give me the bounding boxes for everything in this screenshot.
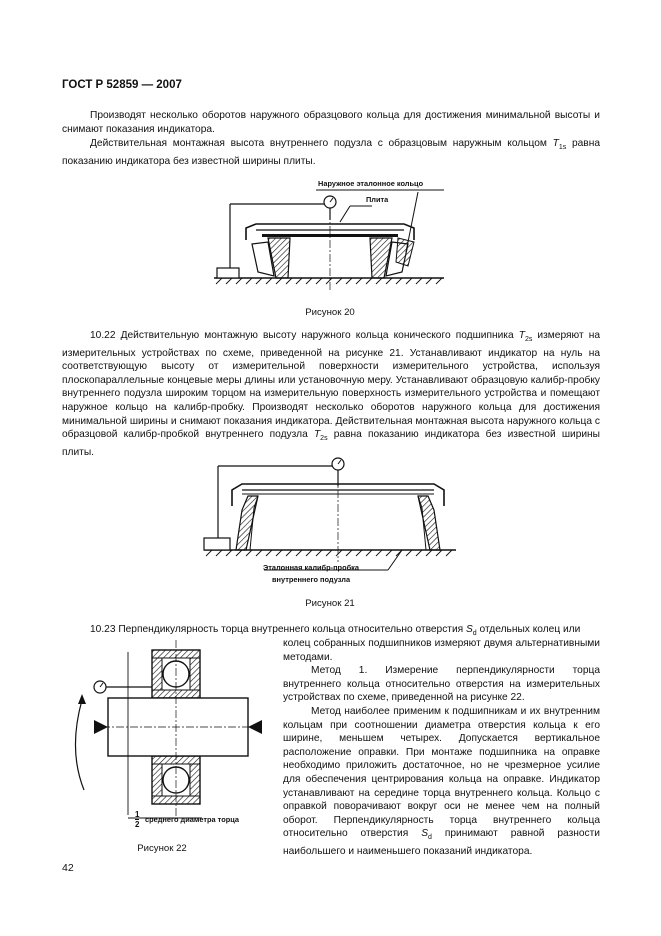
symbol-s: S bbox=[421, 828, 428, 840]
paragraph-4-rest: колец собранных подшипников измеряют двумя альтернативными методами. bbox=[283, 638, 600, 663]
paragraph-4-text-before: 10.23 Перпендикулярность торца внутреннего кольца относительно отверстия bbox=[90, 624, 466, 635]
fraction-denominator: 2 bbox=[135, 820, 140, 829]
paragraph-2-text-after: равна показанию индикатора без известной ширины плиты. bbox=[62, 138, 600, 167]
figure-20-label-plate: Плита bbox=[366, 195, 389, 204]
symbol-subscript: d bbox=[472, 630, 477, 638]
paragraph-6-text-after: принимают равной разности наибольшего и наименьшего показаний индикатора. bbox=[283, 828, 600, 857]
paragraph-6 bbox=[283, 705, 600, 859]
figure-20-diagram bbox=[200, 172, 460, 297]
paragraph-3-text-after: равна показанию индикатора без известной ширины плиты. bbox=[62, 429, 600, 458]
paragraph-5 bbox=[283, 664, 600, 705]
fraction-numerator: 1 bbox=[135, 810, 140, 819]
paragraph-5-text: Метод 1. Измерение перпендикулярности торца внутреннего кольца относительно отверстия на измерительных устройствах по схеме, приведенной на рисунке 22. bbox=[283, 665, 600, 704]
symbol-subscript: 2s bbox=[524, 336, 533, 344]
paragraph-2-text-before: Действительная монтажная высота внутреннего подузла с образцовым наружным кольцом bbox=[90, 138, 553, 149]
page-number: 42 bbox=[62, 862, 74, 874]
paragraph-1-text: Производят несколько оборотов наружного образцового кольца для достижения минимальной высоты и снимают показания индикатора. bbox=[62, 110, 600, 135]
figure-22-label: среднего диаметра торца bbox=[145, 815, 239, 824]
figure-20-caption: Рисунок 20 bbox=[305, 307, 355, 318]
paragraph-4-text-after: отдельных колец или bbox=[476, 624, 581, 635]
symbol-t: T bbox=[518, 330, 525, 341]
symbol-subscript: 1s bbox=[558, 144, 567, 152]
figure-22-caption: Рисунок 22 bbox=[137, 843, 187, 854]
document-header: ГОСТ Р 52859 — 2007 bbox=[62, 79, 182, 91]
figure-21-caption: Рисунок 21 bbox=[305, 598, 355, 609]
paragraph-3 bbox=[62, 329, 600, 459]
paragraph-3-text-mid: измеряют на измерительных устройствах по схеме, приведенной на рисунке 21. Устанавливают индикатор на нуль на соответствующую высоту от измерительной поверхности измерительного устройства, используя плоскопараллельные концевые меры длины или установочную меру. Устанавливают образцовую калибр-пробку внутреннего подузла широким торцом на измерительную поверхность измерительного устройства и помещают наружное кольцо на калибр-пробку. Производят несколько оборотов наружного кольца для достижения минимальной ширины и снимают показания индикатора. Действительная монтажная высота наружного кольца с образцовой калибр-пробкой внутреннего подузла bbox=[62, 330, 600, 441]
figure-22-diagram bbox=[62, 640, 282, 840]
symbol-s: S bbox=[466, 624, 473, 635]
figure-20-label-ring: Наружное эталонное кольцо bbox=[318, 179, 424, 188]
symbol-subscript: 2s bbox=[320, 435, 328, 443]
symbol-t: T bbox=[313, 429, 321, 441]
symbol-t: T bbox=[552, 138, 559, 149]
symbol-subscript: d bbox=[427, 834, 432, 842]
paragraph-1 bbox=[62, 109, 600, 136]
paragraph-3-text-before: 10.22 Действительную монтажную высоту наружного кольца конического подшипника bbox=[90, 330, 519, 341]
figure-21-label-line1: Эталонная калибр-пробка bbox=[263, 563, 359, 572]
paragraph-6-text-before: Метод наиболее применим к подшипникам и их внутренним кольцам при соотношении диаметра отверстия кольца к его ширине, меньшем четырех. Допускается вертикальное расположение оправки. При монтаже подшипника на оправке необходимо приложить достаточное, но не чрезмерное усилие для обеспечения центрирования кольца на оправке. Индикатор устанавливают на середине торца внутреннего кольца. Кольцо с оправкой поворачивают вокруг оси не менее чем на полный оборот. Перпендикулярность торца внутреннего кольца относительно отверстия bbox=[283, 706, 600, 840]
figure-22-fraction bbox=[135, 810, 139, 829]
paragraph-2 bbox=[62, 137, 600, 168]
figure-21-label-line2: внутреннего подузла bbox=[272, 575, 351, 584]
